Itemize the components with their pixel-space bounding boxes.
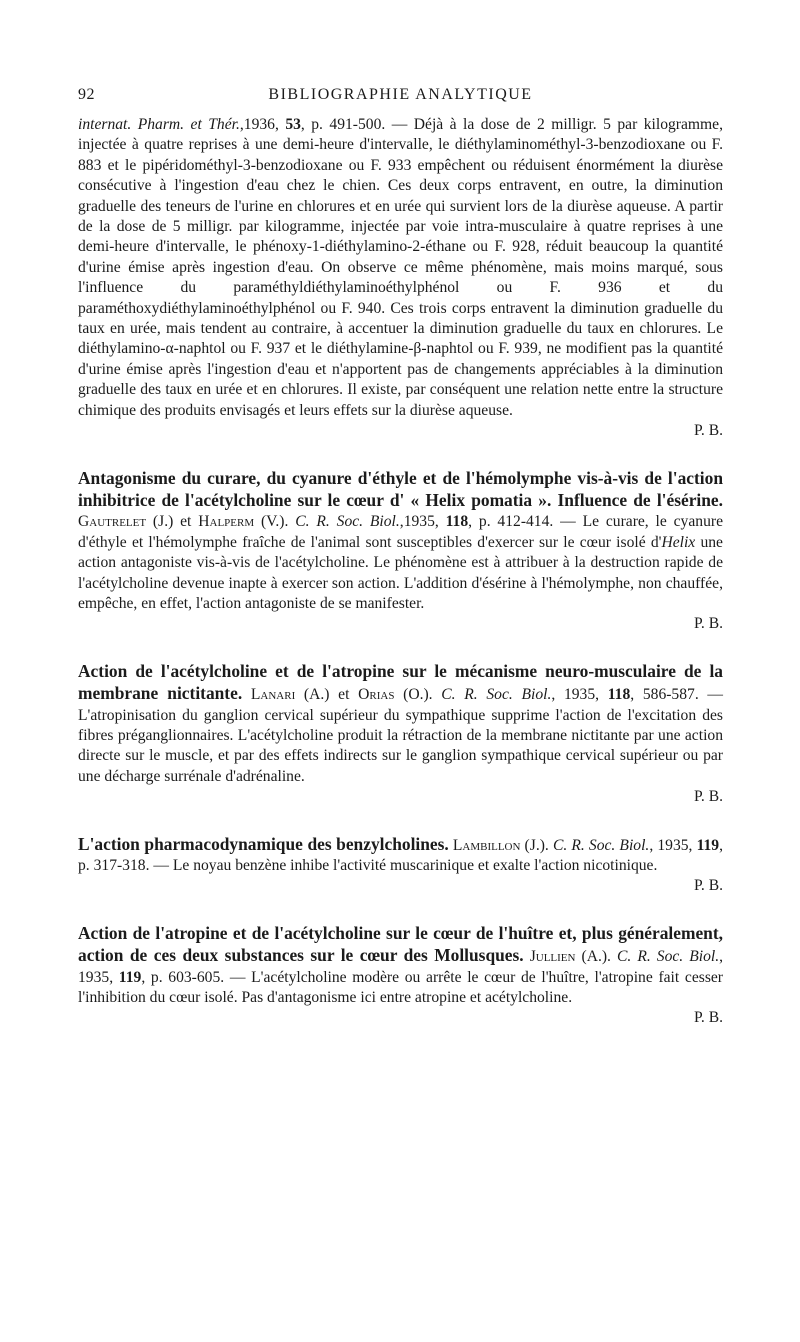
abstract-text: , p. 317-318. — Le noyau benzène inhibe l'activité muscarinique et exalte l'action nicotinique. — [78, 836, 723, 874]
abstract-text: une action antagoniste vis-à-vis de l'acétylcholine. Le phénomène est à attribuer à la destruction rapide de l'acétylcholine devenue inapte à exercer son action. L'addition d'ésérine à l'hémolymphe, non chauffée, empêche, en effet, l'action antagoniste de se manifester. — [78, 533, 723, 612]
signature: P. B. — [693, 788, 723, 806]
author-name: Jullien — [529, 948, 576, 966]
entry-text: Action de l'acétylcholine et de l'atropine sur le mécanisme neuro-musculaire de la membrane nictitante. Lanari (A.) et Orias (O.). C. R. Soc. Biol., 1935, 118, 586-587. — L'atropinisation du ganglion cervical supérieur du sympathique supprime l'action de l'excitation des fibres préganglionnaires. L'acétylcholine produit la rétraction de la membrane nictitante par une action directe sur le muscle, et par des effets indirects sur le ganglion sympathique cervical supérieur ou par une décharge surrénale d'adrénaline. — [78, 660, 724, 785]
volume: 53 — [285, 116, 301, 133]
journal-name: C. R. Soc. Biol. — [441, 686, 552, 704]
signature: P. B. — [693, 422, 723, 440]
author-name: Orias — [358, 686, 395, 704]
year: , 1935, — [78, 948, 724, 986]
author-name: Lambillon — [452, 836, 521, 854]
year: ,1935, — [399, 513, 446, 531]
volume: 119 — [118, 968, 142, 986]
journal-name: C. R. Soc. Biol. — [552, 836, 650, 854]
year: , 1935, — [649, 836, 697, 854]
journal-name: C. R. Soc. Biol. — [295, 513, 400, 531]
journal-name: internat. Pharm. et Thér. — [78, 116, 240, 133]
entry-title: Antagonisme du curare, du cyanure d'éthyle et de l'hémolymphe vis-à-vis de l'action inhibitrice de l'acétylcholine sur le cœur d' « Helix pomatia ». Influence de l'ésérine. — [78, 467, 723, 510]
entry-title: L'action pharmacodynamique des benzylcholines. — [78, 833, 449, 854]
abstract-text: , p. 491-500. — Déjà à la dose de 2 milligr. 5 par kilogramme, injectée à quatre reprises à une demi-heure d'intervalle, le diéthylaminométhyl-3-benzodioxane ou F. 883 et le pipéridométhyl-3-benzodioxane ou F. 933 empêchent ou réduisent énormément la diurèse consécutive à l'ingestion d'eau chez le chien. Ces deux corps entravent, en outre, la diminution graduelle des teneurs de l'urine en chlorures et en urée qui survient lors de la diurèse aqueuse. A partir de la dose de 5 milligr. par kilogramme, injectée par voie intra-musculaire à quatre reprises à une demi-heure d'intervalle, le phénoxy-1-diéthylamino-2-éthane ou F. 928, réduit beaucoup la quantité d'urine émise après ingestion d'eau. On observe ce même phénomène, mais moins marqué, sous l'influence du paraméthyldiéthylaminoéthylphénol ou F. 936 et du paraméthoxydiéthylaminoéthylphénol ou F. 940. Ces trois corps entravent la diminution graduelle du taux en urée, mais tendent au contraire, à accentuer la diminution graduelle du taux en chlorures. Le diéthylamino-α-naphtol ou F. 937 et le diéthylamine-β-naphtol ou F. 939, ne modifient pas la quantité d'urine émise après l'ingestion d'eau et n'apportent pas de changements appréciables à la diminution graduelle des taux en urée et en chlorures. Il existe, par conséquent une relation nette entre la structure chimique des produits envisagés et leurs effets sur la diurèse aqueuse. — [78, 116, 723, 419]
author-name: Gautrelet — [78, 513, 147, 531]
entry-title: Action de l'atropine et de l'acétylcholine sur le cœur de l'huître et, plus généralement, action de ces deux substances sur le cœur des Mollusques. — [78, 922, 723, 966]
running-title: BIBLIOGRAPHIE ANALYTIQUE — [268, 86, 533, 103]
year: , 1935, — [551, 686, 608, 704]
running-header — [78, 86, 723, 108]
volume: 118 — [607, 686, 631, 704]
abstract-text: , p. 412-414. — Le curare, le cyanure d'éthyle et l'hémolymphe fraîche de l'animal sont susceptibles d'exercer sur le cœur isolé d' — [78, 513, 723, 551]
volume: 119 — [696, 836, 720, 854]
page-number: 92 — [78, 86, 95, 103]
bibliography-body — [78, 115, 723, 1029]
signature: P. B. — [693, 615, 723, 633]
entry-curare — [78, 468, 723, 635]
journal-name: C. R. Soc. Biol. — [616, 948, 720, 966]
entry-text — [78, 115, 723, 421]
genus-name: Helix — [661, 533, 696, 551]
abstract-text: , 586-587. — L'atropinisation du ganglion cervical supérieur du sympathique supprime l'action de l'excitation des fibres préganglionnaires. L'acétylcholine produit la rétraction de la membrane nictitante par une action directe sur le muscle, et par des effets indirects sur le ganglion sympathique cervical supérieur ou par une décharge surrénale d'adrénaline. — [78, 686, 724, 785]
entry-huitre — [78, 923, 723, 1029]
signature: P. B. — [693, 877, 723, 895]
abstract-text: , p. 603-605. — L'acétylcholine modère ou arrête le cœur de l'huître, l'atropine fait cesser l'inhibition du cœur isolé. Pas d'antagonisme ici entre atropine et acétylcholine. — [78, 968, 724, 1007]
entry-benzylcholines — [78, 834, 723, 897]
entry-continuation — [78, 115, 723, 442]
entry-membrane-nictitante — [78, 661, 723, 808]
year: ,1936, — [239, 116, 286, 133]
volume: 118 — [445, 513, 469, 531]
author-name: Halperm — [198, 513, 255, 531]
entry-text: Action de l'atropine et de l'acétylcholine sur le cœur de l'huître et, plus généralement, action de ces deux substances sur le cœur des Mollusques. Jullien (A.). C. R. Soc. Biol., 1935, 119, p. 603-605. — L'acétylcholine modère ou arrête le cœur de l'huître, l'atropine fait cesser l'inhibition du cœur isolé. Pas d'antagonisme ici entre atropine et acétylcholine. — [78, 922, 724, 1007]
signature: P. B. — [693, 1009, 723, 1027]
author-name: Lanari — [250, 686, 296, 704]
entry-text: Antagonisme du curare, du cyanure d'éthyle et de l'hémolymphe vis-à-vis de l'action inhibitrice de l'acétylcholine sur le cœur d' « Helix pomatia ». Influence de l'ésérine. Gautrelet (J.) et Halperm (V.). C. R. Soc. Biol.,1935, 118, p. 412-414. — Le curare, le cyanure d'éthyle et l'hémolymphe fraîche de l'animal sont susceptibles d'exercer sur le cœur isolé d'Helix une action antagoniste vis-à-vis de l'acétylcholine. Le phénomène est à attribuer à la destruction rapide de l'acétylcholine devenue inapte à exercer son action. L'addition d'ésérine à l'hémolymphe, non chauffée, empêche, en effet, l'action antagoniste de se manifester. — [78, 467, 723, 612]
entry-text: L'action pharmacodynamique des benzylcholines. Lambillon (J.). C. R. Soc. Biol., 1935, 119, p. 317-318. — Le noyau benzène inhibe l'activité muscarinique et exalte l'action nicotinique. — [78, 833, 723, 874]
entry-title: Action de l'acétylcholine et de l'atropine sur le mécanisme neuro-musculaire de la membrane nictitante. — [78, 660, 723, 704]
